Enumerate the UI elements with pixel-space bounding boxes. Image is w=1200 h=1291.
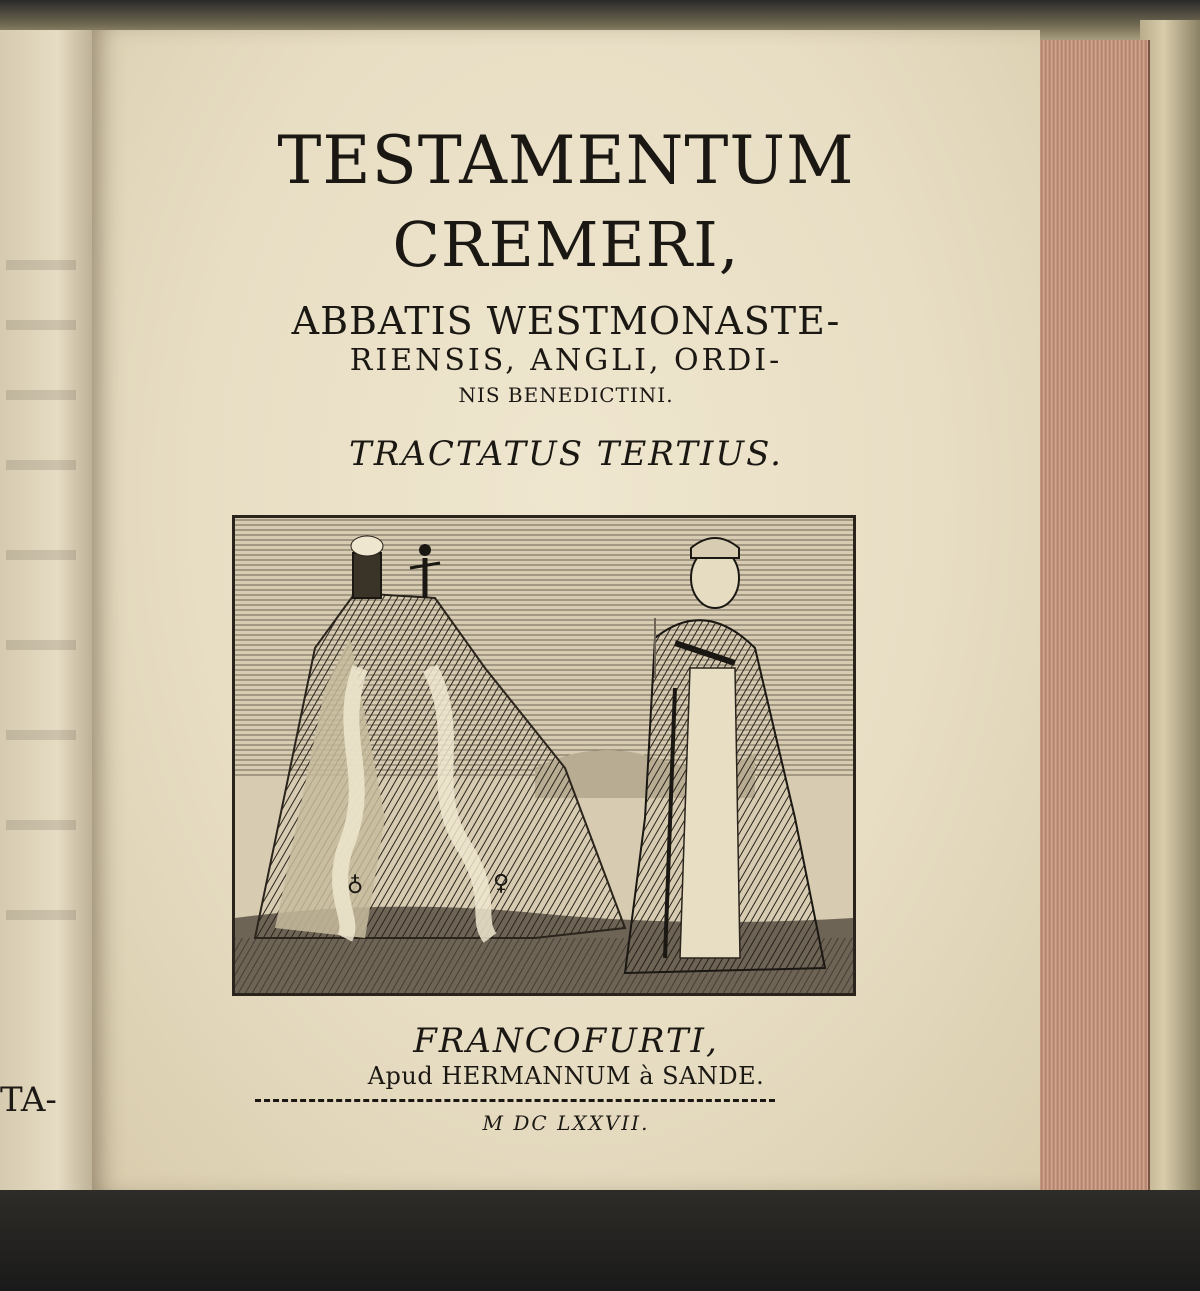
subtitle-line-1: ABBATIS WESTMONASTE- [291, 299, 841, 343]
imprint-place: FRANCOFURTI, [413, 1021, 719, 1061]
imprint-divider [255, 1099, 775, 1102]
left-page-text-trace [6, 320, 76, 330]
imprint-year: M DC LXXVII. [482, 1111, 650, 1135]
left-page-text-trace [6, 910, 76, 920]
left-page-text-trace [6, 730, 76, 740]
left-page-text-trace [6, 550, 76, 560]
svg-text:♀: ♀ [493, 871, 510, 896]
engraving-illustration [232, 515, 856, 996]
svg-text:♁: ♁ [347, 874, 364, 899]
subtitle-line-3: NIS BENEDICTINI. [458, 383, 674, 407]
book-bottom-shadow [0, 1190, 1200, 1291]
title-line-1: TESTAMENTUM [277, 122, 855, 199]
left-page [0, 30, 96, 1190]
left-page-text-trace [6, 460, 76, 470]
page-edges [1036, 40, 1150, 1190]
left-page-text-trace [6, 820, 76, 830]
left-page-text-trace [6, 390, 76, 400]
imprint-publisher: Apud HERMANNUM à SANDE. [367, 1062, 765, 1090]
subtitle-line-2: RIENSIS, ANGLI, ORDI- [349, 343, 783, 378]
title-line-2: CREMERI, [392, 208, 740, 281]
left-page-text-trace [6, 640, 76, 650]
treatise-heading: TRACTATUS TERTIUS. [349, 434, 783, 474]
left-page-text-trace [6, 260, 76, 270]
left-page-fragment: TA- [0, 1080, 57, 1120]
